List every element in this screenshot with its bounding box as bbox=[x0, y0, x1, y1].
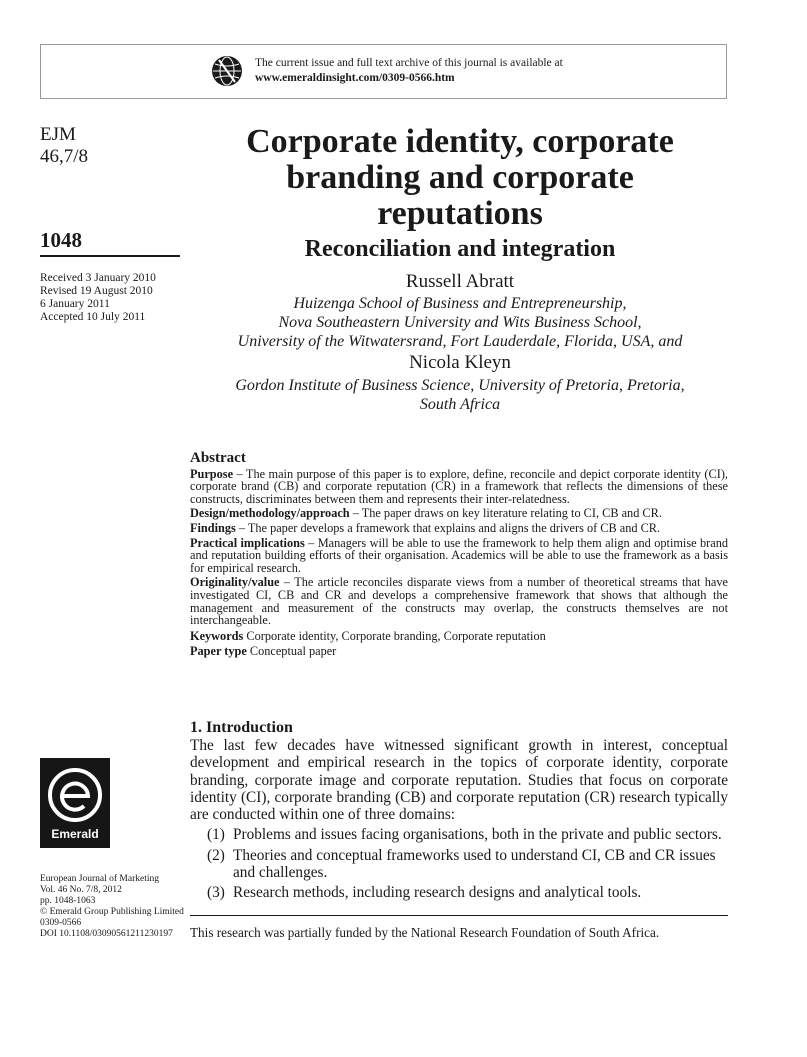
paper-type-text: Conceptual paper bbox=[246, 644, 337, 659]
journal-volume: 46,7/8 bbox=[40, 146, 89, 167]
abstract-design bbox=[190, 507, 728, 520]
revised-date-2: 6 January 2011 bbox=[40, 298, 110, 310]
affiliation-line: Huizenga School of Business and Entrepreneurship, bbox=[293, 295, 627, 312]
affiliation-line: University of the Witwatersrand, Fort Lauderdale, Florida, USA, and bbox=[237, 333, 683, 350]
title-line-3: reputations bbox=[377, 195, 543, 232]
abstract-purpose bbox=[190, 468, 728, 506]
findings-label: Findings bbox=[190, 520, 236, 535]
list-number: (3) bbox=[207, 884, 225, 902]
accepted-date: Accepted 10 July 2011 bbox=[40, 311, 146, 323]
affiliation-line: South Africa bbox=[419, 396, 501, 413]
received-date: Received 3 January 2010 bbox=[40, 272, 156, 284]
list-item bbox=[190, 826, 728, 843]
purpose-text: – The main purpose of this paper is to explore, define, reconcile and depict corporate identity (CI), corporate brand (CB) and corporate reputation (CR) in a framework that reflects the dimensions of these constructs, discriminates between them and represents their inter-relatedness. bbox=[190, 466, 728, 506]
practical-text: – Managers will be able to use the framework to help them align and optimise brand and reputation building efforts of their organisation. Academics will be able to use the framework as a basis for empirical research. bbox=[190, 535, 728, 575]
article-history bbox=[40, 272, 156, 324]
journal-issue: Vol. 46 No. 7/8, 2012 bbox=[40, 885, 122, 895]
emerald-logo-text: Emerald bbox=[51, 827, 99, 841]
paper-type bbox=[190, 645, 728, 658]
banner-text: The current issue and full text archive of this journal is available at bbox=[255, 57, 563, 69]
paper-type-label: Paper type bbox=[190, 644, 247, 659]
journal-info bbox=[40, 874, 184, 940]
list-number: (2) bbox=[207, 846, 225, 864]
abstract-practical bbox=[190, 537, 728, 575]
affiliation-line: Nova Southeastern University and Wits Business School, bbox=[278, 314, 642, 331]
page-number: 1048 bbox=[40, 228, 82, 252]
introduction-heading: 1. Introduction bbox=[190, 719, 293, 736]
author-2-affiliation bbox=[150, 376, 770, 414]
footnote-rule bbox=[190, 915, 728, 916]
author-1-affiliation bbox=[150, 294, 770, 351]
article-title bbox=[190, 124, 730, 232]
findings-text: – The paper develops a framework that explains and aligns the drivers of CB and CR. bbox=[235, 520, 661, 535]
keywords-label: Keywords bbox=[190, 628, 244, 643]
originality-text: – The article reconciles disparate views from a number of theoretical streams that have investigated CI, CB and CR and develops a comprehensive framework that shows that although the management and measurement of the constructs may overlap, the constructs themselves are not interchangeable. bbox=[190, 575, 728, 628]
journal-pages: pp. 1048-1063 bbox=[40, 896, 96, 906]
journal-name: European Journal of Marketing bbox=[40, 874, 159, 884]
abstract-heading: Abstract bbox=[190, 450, 246, 466]
abstract-findings bbox=[190, 522, 728, 535]
abstract bbox=[190, 452, 728, 658]
copyright: © Emerald Group Publishing Limited bbox=[40, 907, 184, 917]
domain-list bbox=[190, 826, 728, 901]
issn: 0309-0566 bbox=[40, 918, 82, 928]
author-2: Nicola Kleyn bbox=[409, 352, 511, 373]
keywords bbox=[190, 630, 728, 643]
practical-label: Practical implications bbox=[190, 535, 305, 550]
title-line-2: branding and corporate bbox=[286, 159, 634, 196]
originality-label: Originality/value bbox=[190, 575, 280, 590]
banner-url-link[interactable]: www.emeraldinsight.com/0309-0566.htm bbox=[255, 72, 455, 84]
design-text: – The paper draws on key literature relating to CI, CB and CR. bbox=[349, 506, 662, 521]
abstract-originality bbox=[190, 576, 728, 626]
purpose-label: Purpose bbox=[190, 466, 234, 481]
design-label: Design/methodology/approach bbox=[190, 506, 350, 521]
page-number-rule bbox=[40, 255, 180, 257]
list-number: (1) bbox=[207, 826, 225, 844]
emerald-e-icon bbox=[40, 764, 110, 826]
emerald-logo bbox=[40, 758, 110, 848]
title-line-1: Corporate identity, corporate bbox=[246, 123, 674, 160]
keywords-text: Corporate identity, Corporate branding, Corporate reputation bbox=[243, 628, 546, 643]
affiliation-line: Gordon Institute of Business Science, University of Pretoria, Pretoria, bbox=[235, 377, 685, 394]
list-item bbox=[190, 847, 728, 882]
introduction-body: The last few decades have witnessed significant growth in interest, conceptual development and empirical research in the topics of corporate identity, corporate branding, corporate image and corporate reputation. Studies that focus on corporate identity (CI), corporate branding (CB) and corporate reputation (CR) research typically are conducted within one of three domains: bbox=[190, 737, 728, 824]
journal-banner bbox=[40, 44, 727, 99]
footnote: This research was partially funded by the National Research Foundation of South Africa. bbox=[190, 925, 660, 940]
list-text: Problems and issues facing organisations, both in the private and public sectors. bbox=[233, 826, 722, 844]
author-1: Russell Abratt bbox=[405, 271, 515, 292]
doi: DOI 10.1108/03090561211230197 bbox=[40, 929, 173, 939]
introduction-section bbox=[190, 718, 728, 902]
list-item bbox=[190, 884, 728, 901]
globe-icon bbox=[211, 55, 243, 87]
revised-date: Revised 19 August 2010 bbox=[40, 285, 153, 297]
list-text: Research methods, including research designs and analytical tools. bbox=[233, 884, 642, 902]
list-text: Theories and conceptual frameworks used to understand CI, CB and CR issues and challenges. bbox=[233, 846, 716, 882]
article-subtitle: Reconciliation and integration bbox=[304, 236, 616, 262]
journal-code: EJM bbox=[40, 124, 76, 145]
